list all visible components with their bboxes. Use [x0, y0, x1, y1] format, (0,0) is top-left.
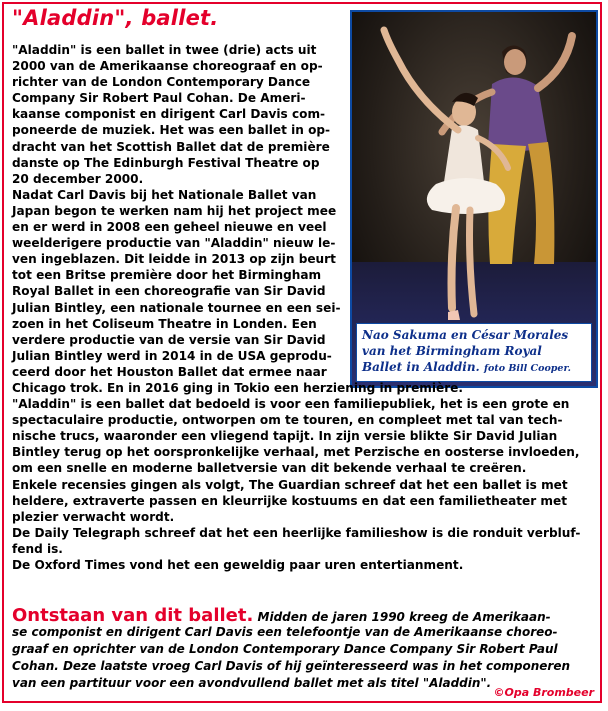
- body-line: "Aladdin" is een ballet dat bedoeld is voor een familiepubliek, het is een grote en: [12, 397, 570, 412]
- body-line: en er werd in 2008 een geheel nieuwe en veel: [12, 220, 327, 235]
- body-line: richter van de London Contemporary Dance: [12, 75, 311, 90]
- body-line: kaanse componist en dirigent Carl Davis com-: [12, 107, 326, 122]
- body-line: danste op The Edinburgh Festival Theatre op: [12, 155, 320, 170]
- body-line: spectaculaire productie, ontworpen om te touren, en compleet met tal van tech-: [12, 413, 563, 428]
- body-line: poneerde de muziek. Het was een ballet in op-: [12, 123, 331, 138]
- body-line: Royal Ballet in een choreografie van Sir David: [12, 284, 326, 299]
- section-line: graaf en oprichter van de London Contemporary Dance Company Sir Robert Paul: [12, 642, 558, 656]
- body-line: weelderigere productie van "Aladdin" nieuw le-: [12, 236, 336, 251]
- body-line: Julian Bintley werd in 2014 in de USA geprodu-: [12, 348, 332, 363]
- section-line: Cohan. Deze laatste vroeg Carl Davis of hij geïnteresseerd was in het componeren: [12, 659, 570, 673]
- body-line: Japan begon te werken nam hij het project mee: [12, 203, 337, 218]
- body-line: Chicago trok. En in 2016 ging in Tokio een herziening in première.: [12, 380, 463, 395]
- body-line: tot een Britse première door het Birmingham: [12, 268, 322, 283]
- article-title: "Aladdin", ballet.: [12, 6, 219, 30]
- body-line: om een snelle en moderne balletversie van dit bekende verhaal te creëren.: [12, 461, 527, 476]
- body-line: ven ingeblazen. Dit leidde in 2013 op zijn beurt: [12, 252, 336, 267]
- body-line: Julian Bintley, een nationale tournee en een sei-: [12, 300, 341, 315]
- body-line: De Oxford Times vond het een geweldig paar uren entertianment.: [12, 558, 464, 572]
- caption-line: Nao Sakuma en César Morales: [362, 328, 569, 342]
- body-line: 20 december 2000.: [12, 171, 144, 186]
- body-line: dracht van het Scottish Ballet dat de première: [12, 139, 330, 154]
- caption-line: Ballet in Aladdin. foto Bill Cooper.: [362, 360, 571, 374]
- body-line: Enkele recensies gingen als volgt, The Guardian schreef dat het een ballet is met: [12, 477, 568, 492]
- origin-section: [12, 607, 598, 692]
- body-line: Nadat Carl Davis bij het Nationale Ballet van: [12, 187, 317, 202]
- article-page: [2, 2, 602, 703]
- section-line: van een partituur voor een avondvullend ballet met als titel "Aladdin".: [12, 676, 492, 690]
- section-line: se componist en dirigent Carl Davis een telefoontje van de Amerikaanse choreo-: [12, 625, 558, 639]
- author-signature: ©Opa Brombeer: [493, 686, 594, 699]
- body-line: Bintley terug op het oorspronkelijke verhaal, met Perzische en oosterse invloeden,: [12, 445, 580, 460]
- caption-line: van het Birmingham Royal: [362, 344, 542, 358]
- section-heading-line: [12, 607, 598, 624]
- body-line: "Aladdin" is een ballet in twee (drie) acts uit: [12, 43, 317, 57]
- body-line: ceerd door het Houston Ballet dat ermee naar: [12, 364, 327, 379]
- body-line: plezier verwacht wordt.: [12, 509, 175, 524]
- body-line: Company Sir Robert Paul Cohan. De Ameri-: [12, 91, 306, 106]
- photo-credit: foto Bill Cooper.: [483, 363, 571, 374]
- body-line: De Daily Telegraph schreef dat het een heerlijke familieshow is die ronduit verbluf-: [12, 525, 581, 540]
- body-line: zoen in het Coliseum Theatre in Londen. Een: [12, 316, 317, 331]
- section-title: Ontstaan van dit ballet.: [12, 605, 254, 626]
- body-line: fend is.: [12, 541, 63, 556]
- body-line: 2000 van de Amerikaanse choreograaf en op-: [12, 59, 323, 74]
- body-line: nische trucs, waaronder een vliegend tapijt. In zijn versie blikte Sir David Julian: [12, 429, 558, 444]
- body-line: verdere productie van de versie van Sir David: [12, 332, 326, 347]
- body-line: heldere, extraverte passen en kleurrijke kostuums en dat een familietheater met: [12, 493, 568, 508]
- article-body: [12, 42, 596, 573]
- section-first-line: Midden de jaren 1990 kreeg de Amerikaan-: [257, 610, 551, 624]
